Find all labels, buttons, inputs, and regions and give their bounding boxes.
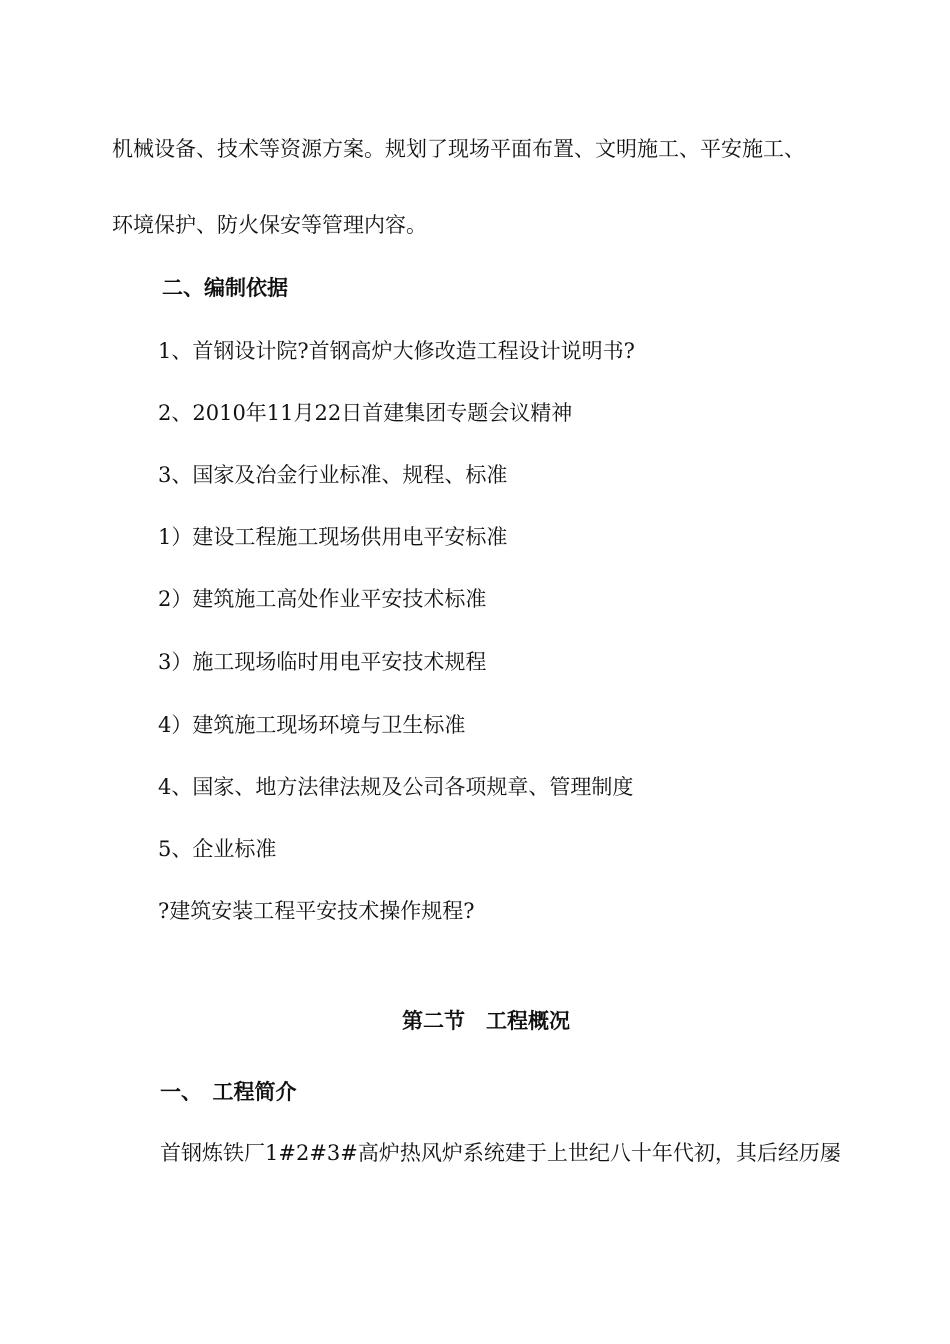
section-title-overview: 第二节 工程概况 bbox=[402, 1009, 570, 1033]
intro-paragraph-line-2: 环境保护、防火保安等管理内容。 bbox=[112, 213, 427, 237]
basis-list-item: 5、企业标准 bbox=[158, 837, 277, 861]
basis-list-item: 3）施工现场临时用电平安技术规程 bbox=[158, 650, 487, 674]
basis-list-item: 2、2010年11月22日首建集团专题会议精神 bbox=[158, 401, 573, 425]
basis-list-item: 4）建筑施工现场环境与卫生标准 bbox=[158, 713, 466, 737]
basis-list-item: 3、国家及冶金行业标准、规程、标准 bbox=[158, 463, 508, 487]
basis-list-item: ?建筑安装工程平安技术操作规程? bbox=[158, 899, 475, 923]
basis-list-item: 1）建设工程施工现场供用电平安标准 bbox=[158, 525, 508, 549]
intro-paragraph-line-1: 机械设备、技术等资源方案。规划了现场平面布置、文明施工、平安施工、 bbox=[112, 137, 805, 161]
basis-list-item: 4、国家、地方法律法规及公司各项规章、管理制度 bbox=[158, 775, 634, 799]
overview-paragraph-line-1: 首钢炼铁厂1#2#3#高炉热风炉系统建于上世纪八十年代初，其后经历屡 bbox=[160, 1141, 841, 1165]
basis-list-item: 2）建筑施工高处作业平安技术标准 bbox=[158, 587, 487, 611]
section-heading-basis: 二、编制依据 bbox=[162, 276, 288, 300]
basis-list-item: 1、首钢设计院?首钢高炉大修改造工程设计说明书? bbox=[158, 339, 635, 363]
subsection-heading-introduction: 一、 工程简介 bbox=[160, 1080, 297, 1104]
